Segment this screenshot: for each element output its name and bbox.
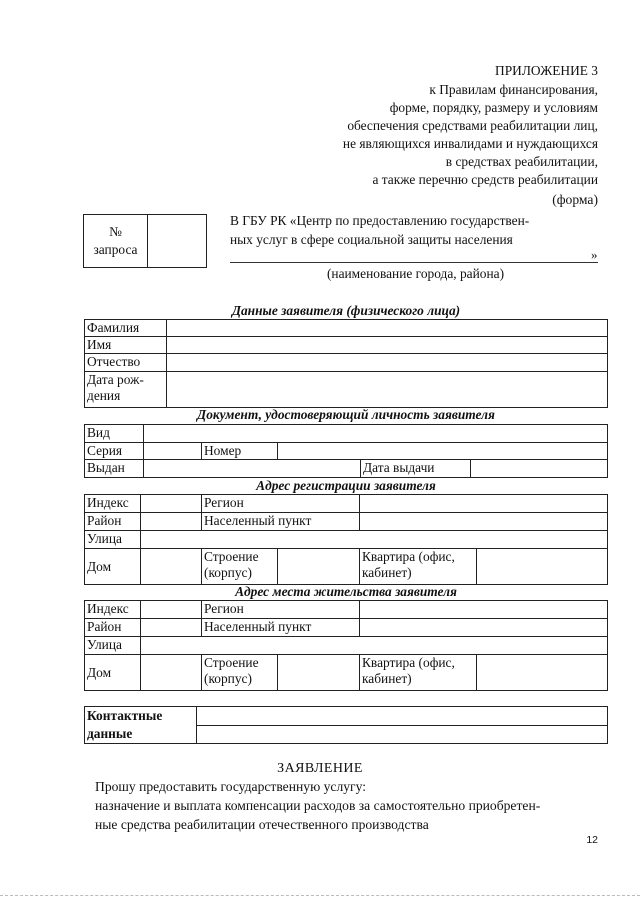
live-street-label: Улица — [85, 637, 141, 655]
live-building-label — [202, 655, 278, 691]
city-district-hint: (наименование города, района) — [326, 266, 505, 281]
surname-field[interactable] — [167, 320, 608, 337]
live-house-label: Дом — [85, 655, 141, 691]
live-apartment-label-line: Квартира (офис, — [362, 655, 455, 670]
name-field[interactable] — [167, 337, 608, 354]
appendix-heading: ПРИЛОЖЕНИЕ 3 — [495, 63, 598, 78]
live-region-label: Регион — [202, 601, 360, 619]
live-district-label: Район — [85, 619, 141, 637]
contacts-field[interactable] — [197, 725, 608, 744]
reg-district-field[interactable] — [141, 513, 202, 531]
reg-building-field[interactable] — [278, 549, 360, 585]
live-building-field[interactable] — [278, 655, 360, 691]
request-label: запроса — [93, 242, 138, 257]
addressee-line-2: ных услуг в сфере социальной защиты населения — [230, 232, 513, 247]
contacts-field[interactable] — [197, 707, 608, 726]
reg-apartment-label — [360, 549, 477, 585]
doc-issued-field[interactable] — [144, 460, 361, 478]
reg-apartment-field[interactable] — [477, 549, 608, 585]
reg-settlement-label: Населенный пункт — [202, 513, 360, 531]
birth-date-label-line: Дата рож- — [87, 372, 144, 387]
contacts-label-line: Контактные — [87, 708, 163, 723]
birth-date-field[interactable] — [167, 372, 608, 408]
reg-house-label: Дом — [85, 549, 141, 585]
reg-building-label — [202, 549, 278, 585]
live-settlement-label: Населенный пункт — [202, 619, 360, 637]
live-apartment-field[interactable] — [477, 655, 608, 691]
doc-number-field[interactable] — [278, 443, 608, 460]
addressee-underline — [230, 262, 598, 263]
live-region-field[interactable] — [360, 601, 608, 619]
applicant-table — [84, 319, 608, 408]
live-building-label-line: (корпус) — [204, 671, 252, 686]
page-number: 12 — [586, 834, 598, 846]
doc-issue-date-field[interactable] — [471, 460, 608, 478]
reg-street-field[interactable] — [141, 531, 608, 549]
surname-label: Фамилия — [85, 320, 167, 337]
document-table — [84, 424, 608, 478]
reg-district-label: Район — [85, 513, 141, 531]
reg-apartment-label-line: Квартира (офис, — [362, 549, 455, 564]
statement-line: назначение и выплата компенсации расходов за самостоятельно приобретен- — [95, 798, 541, 813]
residence-address-table — [84, 600, 608, 691]
appendix-line: в средствах реабилитации, — [445, 154, 598, 169]
doc-series-label: Серия — [85, 443, 144, 460]
appendix-line: к Правилам финансирования, — [429, 82, 598, 97]
registration-address-title: Адрес регистрации заявителя — [256, 478, 436, 493]
reg-settlement-field[interactable] — [360, 513, 608, 531]
statement-line: ные средства реабилитации отечественного производства — [95, 817, 429, 832]
live-apartment-label-line: кабинет) — [362, 671, 412, 686]
birth-date-label — [85, 372, 167, 408]
reg-building-label-line: (корпус) — [204, 565, 252, 580]
reg-building-label-line: Строение — [204, 549, 259, 564]
patronymic-label: Отчество — [85, 354, 167, 372]
request-number-box — [83, 214, 207, 268]
reg-index-field[interactable] — [141, 495, 202, 513]
reg-region-field[interactable] — [360, 495, 608, 513]
reg-house-field[interactable] — [141, 549, 202, 585]
addressee-quote: » — [591, 247, 598, 262]
form-mark: (форма) — [552, 192, 598, 207]
statement-line: Прошу предоставить государственную услугу: — [95, 779, 366, 794]
live-district-field[interactable] — [141, 619, 202, 637]
live-settlement-field[interactable] — [360, 619, 608, 637]
appendix-line: не являющихся инвалидами и нуждающихся — [342, 136, 598, 151]
appendix-line: форме, порядку, размеру и условиям — [389, 100, 598, 115]
contacts-label-line: данные — [87, 726, 133, 741]
applicant-section-title: Данные заявителя (физического лица) — [231, 303, 461, 318]
doc-kind-label: Вид — [85, 425, 144, 443]
doc-issue-date-label: Дата выдачи — [361, 460, 471, 478]
reg-region-label: Регион — [202, 495, 360, 513]
live-apartment-label — [360, 655, 477, 691]
live-building-label-line: Строение — [204, 655, 259, 670]
live-index-field[interactable] — [141, 601, 202, 619]
addressee-line-1: В ГБУ РК «Центр по предоставлению государствен- — [230, 213, 530, 228]
reg-index-label: Индекс — [85, 495, 141, 513]
name-label: Имя — [85, 337, 167, 354]
live-street-field[interactable] — [141, 637, 608, 655]
appendix-line: а также перечню средств реабилитации — [372, 172, 598, 187]
doc-series-field[interactable] — [144, 443, 202, 460]
reg-apartment-label-line: кабинет) — [362, 565, 412, 580]
statement-title: ЗАЯВЛЕНИЕ — [277, 761, 363, 776]
doc-issued-label: Выдан — [85, 460, 144, 478]
contacts-label — [85, 707, 197, 744]
registration-address-table — [84, 494, 608, 585]
scan-edge-line — [0, 895, 640, 896]
document-section-title: Документ, удостоверяющий личность заявителя — [197, 407, 495, 422]
birth-date-label-line: дения — [87, 388, 121, 403]
request-number-sign: № — [109, 224, 122, 239]
doc-kind-field[interactable] — [144, 425, 608, 443]
appendix-line: обеспечения средствами реабилитации лиц, — [347, 118, 598, 133]
request-number-label — [84, 215, 148, 267]
doc-number-label: Номер — [202, 443, 278, 460]
reg-street-label: Улица — [85, 531, 141, 549]
live-index-label: Индекс — [85, 601, 141, 619]
live-house-field[interactable] — [141, 655, 202, 691]
residence-address-title: Адрес места жительства заявителя — [235, 584, 457, 599]
patronymic-field[interactable] — [167, 354, 608, 372]
contacts-table — [84, 706, 608, 744]
